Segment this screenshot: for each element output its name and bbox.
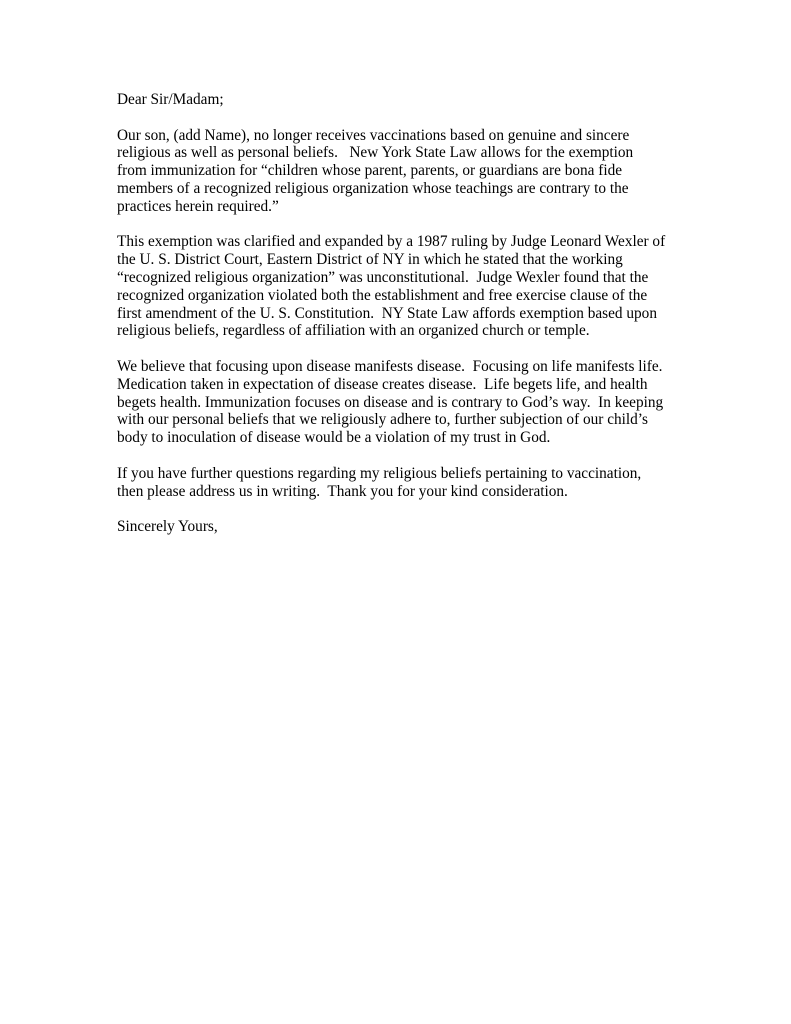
closing bbox=[117, 518, 687, 536]
paragraph-line: We believe that focusing upon disease manifests disease. Focusing on life manifests life. bbox=[117, 357, 663, 375]
paragraph-3 bbox=[117, 358, 687, 447]
paragraph-4 bbox=[117, 465, 687, 501]
paragraph-line: then please address us in writing. Thank you for your kind consideration. bbox=[117, 482, 568, 500]
paragraph-line: “recognized religious organization” was unconstitutional. Judge Wexler found that the bbox=[117, 268, 649, 286]
paragraph-line: If you have further questions regarding my religious beliefs pertaining to vaccination, bbox=[117, 464, 642, 482]
salutation bbox=[117, 91, 687, 109]
letter-body bbox=[117, 91, 687, 554]
paragraph-2 bbox=[117, 233, 687, 340]
paragraph-line: practices herein required.” bbox=[117, 197, 279, 215]
salutation-text: Dear Sir/Madam; bbox=[117, 91, 224, 108]
paragraph-line: religious as well as personal beliefs. New York State Law allows for the exemption bbox=[117, 144, 634, 162]
paragraph-line: first amendment of the U. S. Constitution. NY State Law affords exemption based upon bbox=[117, 304, 657, 322]
paragraph-line: recognized organization violated both the establishment and free exercise clause of the bbox=[117, 286, 648, 304]
paragraph-line: with our personal beliefs that we religiously adhere to, further subjection of our child’s bbox=[117, 411, 648, 429]
paragraph-line: Our son, (add Name), no longer receives vaccinations based on genuine and sincere bbox=[117, 126, 630, 144]
paragraph-line: This exemption was clarified and expanded by a 1987 ruling by Judge Leonard Wexler of bbox=[117, 233, 666, 251]
paragraph-line: religious beliefs, regardless of affiliation with an organized church or temple. bbox=[117, 322, 590, 340]
paragraph-line: from immunization for “children whose parent, parents, or guardians are bona fide bbox=[117, 162, 623, 180]
paragraph-line: begets health. Immunization focuses on disease and is contrary to God’s way. In keeping bbox=[117, 393, 664, 411]
paragraph-line: Medication taken in expectation of disease creates disease. Life begets life, and health bbox=[117, 375, 648, 393]
paragraph-1 bbox=[117, 127, 687, 216]
closing-text: Sincerely Yours, bbox=[117, 518, 218, 536]
paragraph-line: the U. S. District Court, Eastern District of NY in which he stated that the working bbox=[117, 251, 623, 269]
paragraph-line: body to inoculation of disease would be a violation of my trust in God. bbox=[117, 429, 551, 447]
paragraph-line: members of a recognized religious organization whose teachings are contrary to the bbox=[117, 179, 629, 197]
